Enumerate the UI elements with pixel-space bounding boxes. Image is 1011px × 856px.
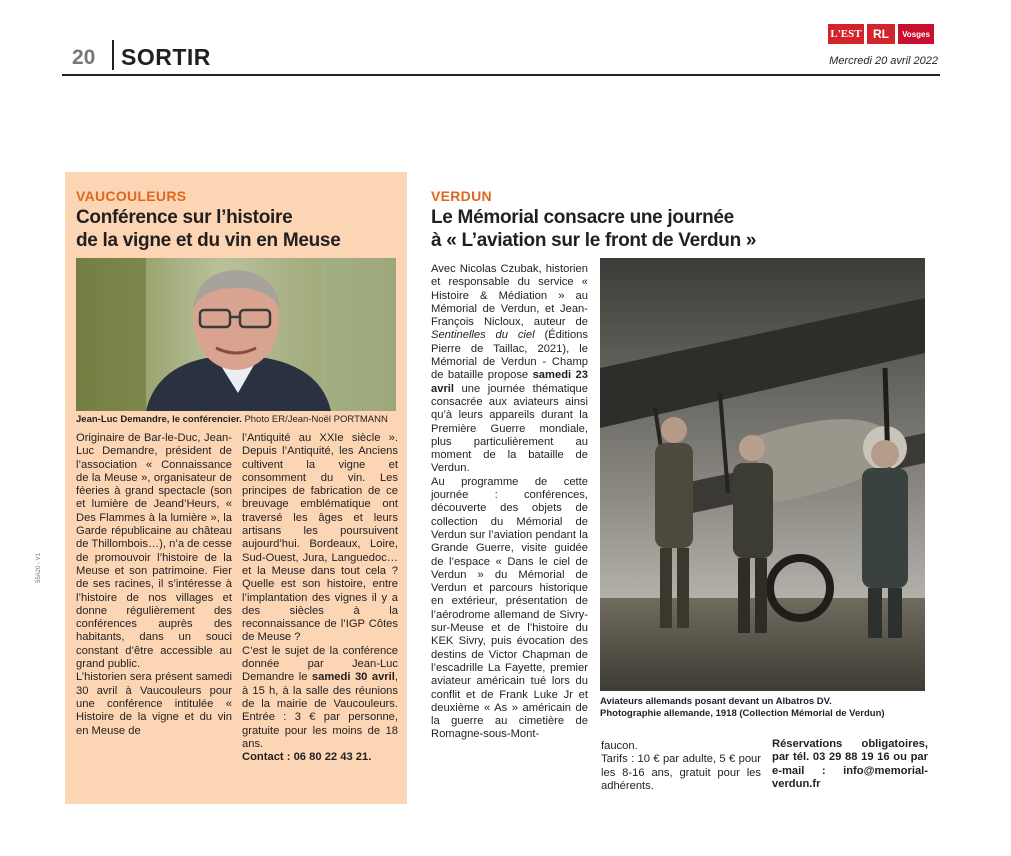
- article2-text: (Éditions Pierre de Taillac, 2021), le Mémorial de Verdun - Champ de bataille propose: [431, 329, 588, 382]
- logo-vosges: Vosges: [898, 24, 934, 44]
- article1-caption-credit: Photo ER/Jean-Noël PORTMANN: [244, 414, 388, 425]
- article2-paragraph: [431, 263, 588, 476]
- article2-title: [431, 206, 931, 252]
- article1-column1: [76, 432, 232, 738]
- article1-title-line2: de la vigne et du vin en Meuse: [76, 230, 341, 251]
- article2-text: une journée thématique consacrée aux aviateurs ainsi qu’à leurs appareils durant la Première Guerre mondiale, plus particulièrement au moment de la bataille de Verdun.: [431, 382, 588, 475]
- aviators-image: [600, 258, 925, 691]
- article2-book-title: Sentinelles du ciel: [431, 329, 535, 342]
- article1-photo: [76, 258, 396, 411]
- article2-title-line2: à « L’aviation sur le front de Verdun »: [431, 230, 757, 251]
- article2-caption-line1: Aviateurs allemands posant devant un Albatros DV.: [600, 696, 832, 707]
- article2-text: Avec Nicolas Czubak, historien et responsable du service « Histoire & Médiation » au Mémorial de Verdun, et Jean-François Nicloux, auteur de: [431, 263, 588, 329]
- article1-contact: Contact : 06 80 22 43 21.: [242, 751, 372, 764]
- article1-text: C’est le sujet de la conférence donnée par Jean-Luc Demandre le: [242, 644, 398, 684]
- article1-paragraph: [242, 645, 398, 751]
- article1-title-line1: Conférence sur l’histoire: [76, 207, 293, 228]
- portrait-image: [76, 258, 396, 411]
- publication-date: Mercredi 20 avril 2022: [829, 55, 938, 67]
- article1-title: [76, 206, 406, 252]
- article1-caption: [76, 414, 396, 426]
- header-rule: [62, 74, 940, 76]
- article2-column2: [601, 740, 761, 793]
- article2-paragraph: faucon.: [601, 740, 638, 752]
- edition-code: 55A20 - V1: [36, 552, 42, 583]
- article2-photo: [600, 258, 925, 691]
- section-title: SORTIR: [121, 44, 211, 70]
- reservations-text: Réservations obligatoires, par tél. 03 29 88 19 16 ou par e-mail : info@memorial-verdun.fr: [772, 738, 928, 790]
- article1-text: , à 15 h, à la salle des réunions de la mairie de Vaucouleurs. Entrée : 3 € par personne, gratuite pour les moins de 18 ans.: [242, 671, 398, 750]
- header-divider: [112, 40, 114, 70]
- article2-tarifs: Tarifs : 10 € par adulte, 5 € pour les 8-16 ans, gratuit pour les adhérents.: [601, 753, 761, 792]
- logo-lest: L'EST: [828, 24, 864, 44]
- article2-column1: [431, 263, 588, 742]
- article2-title-line1: Le Mémorial consacre une journée: [431, 207, 734, 228]
- article2-paragraph: Au programme de cette journée : conférences, découverte des objets de collection du Mémorial de Verdun sur l’aviation pendant la Grande Guerre, visite guidée de l’espace « Dans le ciel de Verdun » du Mémorial de Verdun et parcours historique en extérieur, présentation de l’aérodrome allemand de Sivry-sur-Meuse et de l’histoire du KEK Sivry, puis évocation des destins de Victor Chapman de l’escadrille La Fayette, premier aviateur américain tué lors du conflit et de Frank Luke Jr et deuxième « As » américain de la guerre au cimetière de Romagne-sous-Mont-: [431, 475, 588, 741]
- article1-paragraph: l’Antiquité au XXIe siècle ». Depuis l’Antiquité, les Anciens cultivent la vigne et consomment du vin. Les principes de fabrication de ce breuvage emblématique ont traversé les âges et leurs artisans les poursuivent aujourd’hui. Bordeaux, Loire, Sud-Ouest, Jura, Languedoc… et la Meuse dans tout cela ? Quelle est son histoire, entre l’implantation des vignes il y a des siècles à la reconnaissance de l’IGP Côtes de Meuse ?: [242, 432, 398, 644]
- page-number: 20: [72, 46, 96, 69]
- article1-event-date: samedi 30 avril: [311, 671, 395, 684]
- article2-caption-line2: Photographie allemande, 1918 (Collection Mémorial de Verdun): [600, 708, 885, 719]
- article1-paragraph: Originaire de Bar-le-Duc, Jean-Luc Demandre, président de l’association « Connaissance de la Meuse », organisateur de féeries à grand spectacle (son et lumière de Jeand’Heurs, « Des Flammes à la lumière », la Garde républicaine au château de Thillombois…), n’a de cesse de promouvoir l’histoire de la Meuse et son patrimoine. Fier de ses racines, il s’intéresse à l’histoire de nos villages et donne régulièrement des conférences auprès des habitants, dans un souci constant d’être accessible au grand public.: [76, 432, 232, 671]
- article2-reservations: [772, 738, 928, 791]
- article2-event-date: samedi 23 avril: [431, 369, 588, 395]
- article2-caption: [600, 696, 930, 720]
- article2-kicker: VERDUN: [431, 188, 492, 204]
- article1-paragraph: L’historien sera présent samedi 30 avril à Vaucouleurs pour une conférence intitulée « Histoire de la vigne et du vin en Meuse de: [76, 671, 232, 737]
- article1-column2: [242, 432, 398, 764]
- article1-kicker: VAUCOULEURS: [76, 188, 187, 204]
- article1-caption-bold: Jean-Luc Demandre, le conférencier.: [76, 414, 242, 425]
- newspaper-logos: [828, 24, 934, 44]
- logo-rl: RL: [867, 24, 895, 44]
